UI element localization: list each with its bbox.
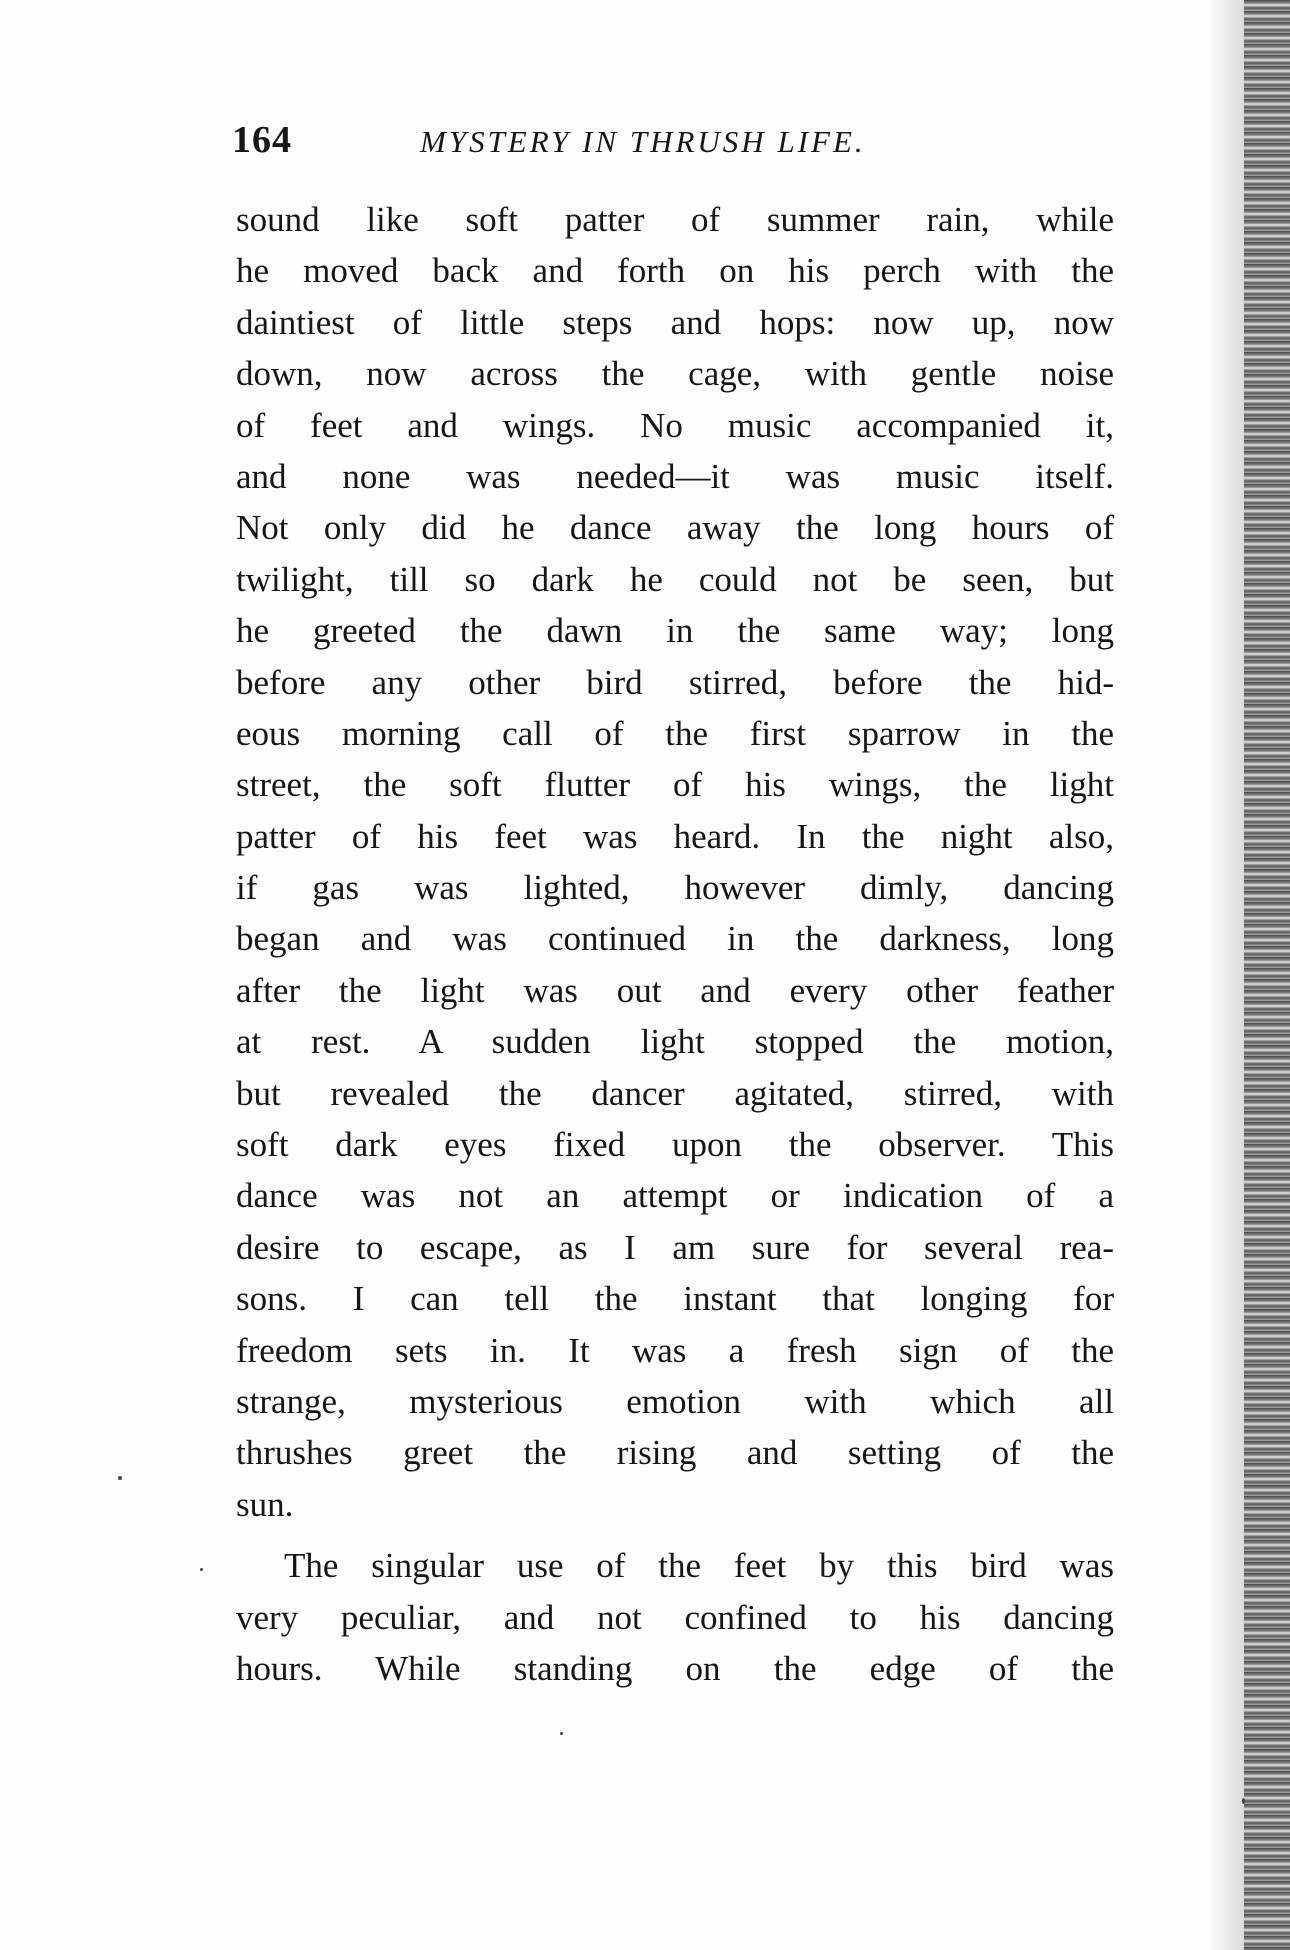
text-line: very peculiar, and not confined to his dancing — [236, 1597, 1114, 1637]
text-line: daintiest of little steps and hops: now up, now — [236, 302, 1114, 342]
text-line: twilight, till so dark he could not be seen, but — [236, 559, 1114, 599]
page-number: 164 — [232, 119, 292, 161]
text-line: desire to escape, as I am sure for several rea- — [236, 1227, 1114, 1267]
text-line: soft dark eyes fixed upon the observer. This — [236, 1125, 1114, 1165]
text-line: and none was needed—it was music itself. — [236, 456, 1114, 496]
text-line: freedom sets in. It was a fresh sign of the — [236, 1330, 1114, 1370]
text-line: if gas was lighted, however dimly, dancing — [236, 868, 1114, 908]
paragraph-end-line: sun. — [236, 1484, 294, 1524]
text-line: eous morning call of the first sparrow in the — [236, 713, 1114, 753]
ink-speck — [560, 1732, 563, 1735]
text-line: dance was not an attempt or indication of a — [236, 1176, 1114, 1216]
page-edge — [1244, 0, 1290, 1950]
text-line: Not only did he dance away the long hours of — [236, 508, 1114, 548]
text-line: sound like soft patter of summer rain, while — [236, 200, 1114, 239]
text-line: began and was continued in the darkness, long — [236, 919, 1114, 959]
page-header — [232, 118, 1112, 166]
text-line: thrushes greet the rising and setting of the — [236, 1433, 1114, 1473]
ink-speck — [200, 1568, 203, 1571]
text-line: street, the soft flutter of his wings, the light — [236, 765, 1114, 805]
text-line: he moved back and forth on his perch with the — [236, 251, 1114, 291]
body-text — [236, 194, 1114, 1694]
text-line: before any other bird stirred, before the hid- — [236, 662, 1114, 702]
paragraph-gap — [236, 1530, 1114, 1540]
text-line: at rest. A sudden light stopped the motion, — [236, 1022, 1114, 1062]
text-line: he greeted the dawn in the same way; long — [236, 611, 1114, 651]
page-edge-shadow — [1208, 0, 1244, 1950]
text-line: strange, mysterious emotion with which all — [236, 1381, 1114, 1421]
text-line: sons. I can tell the instant that longing for — [236, 1279, 1114, 1319]
ink-speck — [1242, 1798, 1245, 1804]
running-head: MYSTERY IN THRUSH LIFE. — [420, 124, 866, 159]
paragraph-start-line: The singular use of the feet by this bird was — [284, 1546, 1114, 1586]
ink-speck — [118, 1476, 122, 1480]
text-line: patter of his feet was heard. In the night also, — [236, 816, 1114, 856]
text-line: of feet and wings. No music accompanied it, — [236, 405, 1114, 445]
text-line: hours. While standing on the edge of the — [236, 1648, 1114, 1688]
text-line: after the light was out and every other feather — [236, 970, 1114, 1010]
text-line: but revealed the dancer agitated, stirred, with — [236, 1073, 1114, 1113]
text-line: down, now across the cage, with gentle noise — [236, 354, 1114, 394]
